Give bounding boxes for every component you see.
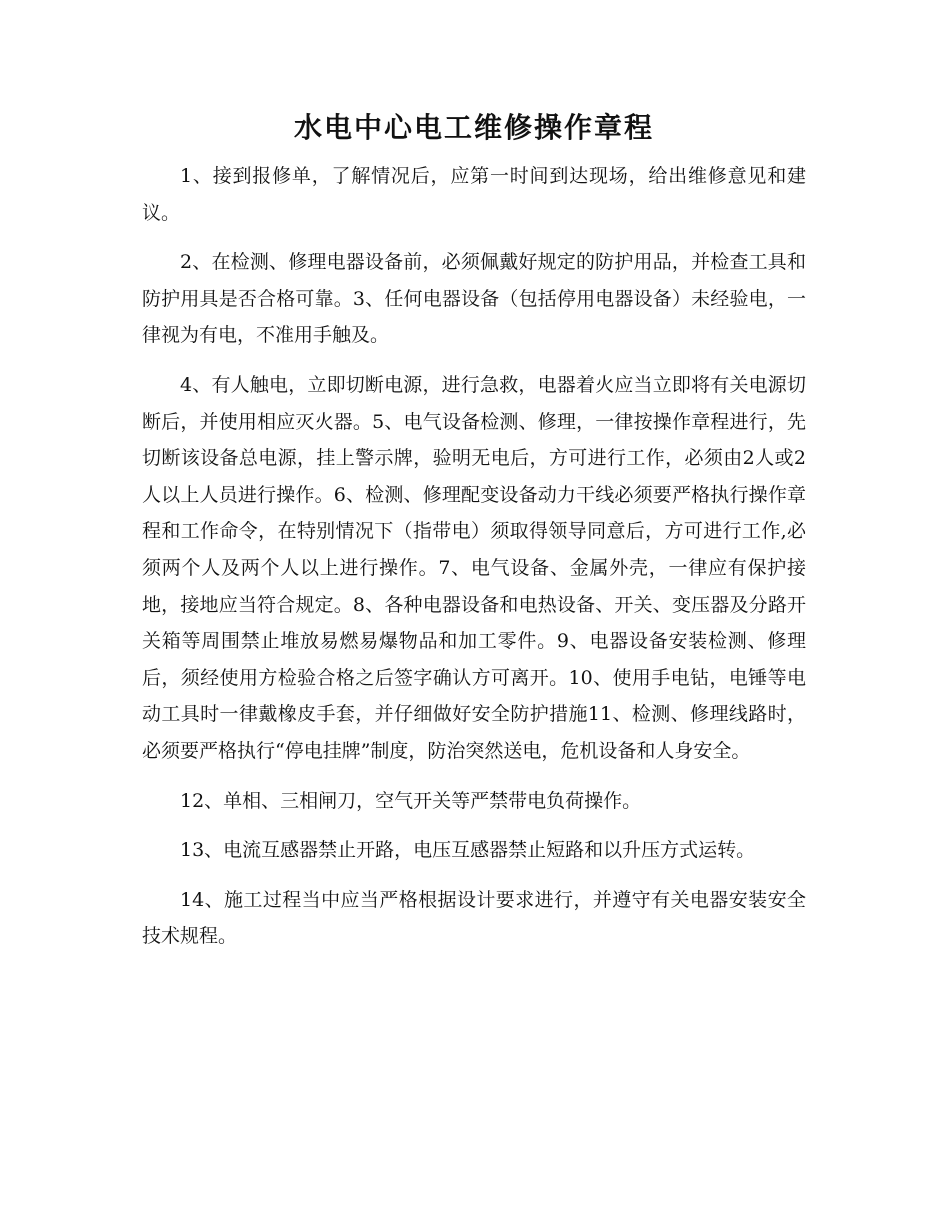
- paragraph-4: 12、单相、三相闸刀，空气开关等严禁带电负荷操作。: [180, 789, 642, 812]
- paragraph-3: 4、有人触电，立即切断电源，进行急救，电器着火应当立即将有关电源切断后，并使用相应灭火器。5、电气设备检测、修理，一律按操作章程进行，先切断该设备总电源，挂上警示牌，验明无电后，方可进行工作，必须由2人或2人以上人员进行操作。6、检测、修理配变设备动力干线必须要严格执行操作章程和工作命令，在特别情况下（指带电）须取得领导同意后，方可进行工作,必须两个人及两个人以上进行操作。7、电气设备、金属外壳，一律应有保护接地，接地应当符合规定。8、各种电器设备和电热设备、开关、变压器及分路开关箱等周围禁止堆放易燃易爆物品和加工零件。9、电器设备安装检测、修理后，须经使用方检验合格之后签字确认方可离开。10、使用手电钻，电锤等电动工具时一律戴橡皮手套，并仔细做好安全防护措施11、检测、修理线路时，必须要严格执行“停电挂牌”制度，防治突然送电，危机设备和人身安全。: [142, 373, 806, 762]
- document-page: [142, 108, 806, 968]
- paragraph-1: 1、接到报修单，了解情况后，应第一时间到达现场，给出维修意见和建议。: [142, 165, 806, 224]
- paragraph-6: 14、施工过程当中应当严格根据设计要求进行，并遵守有关电器安装安全技术规程。: [142, 888, 806, 948]
- document-title: 水电中心电工维修操作章程: [293, 111, 654, 144]
- paragraph-5: 13、电流互感器禁止开路，电压互感器禁止短路和以升压方式运转。: [180, 839, 756, 862]
- paragraph-2: 2、在检测、修理电器设备前，必须佩戴好规定的防护用品，并检查工具和防护用具是否合格可靠。3、任何电器设备（包括停用电器设备）未经验电，一律视为有电，不准用手触及。: [142, 251, 806, 347]
